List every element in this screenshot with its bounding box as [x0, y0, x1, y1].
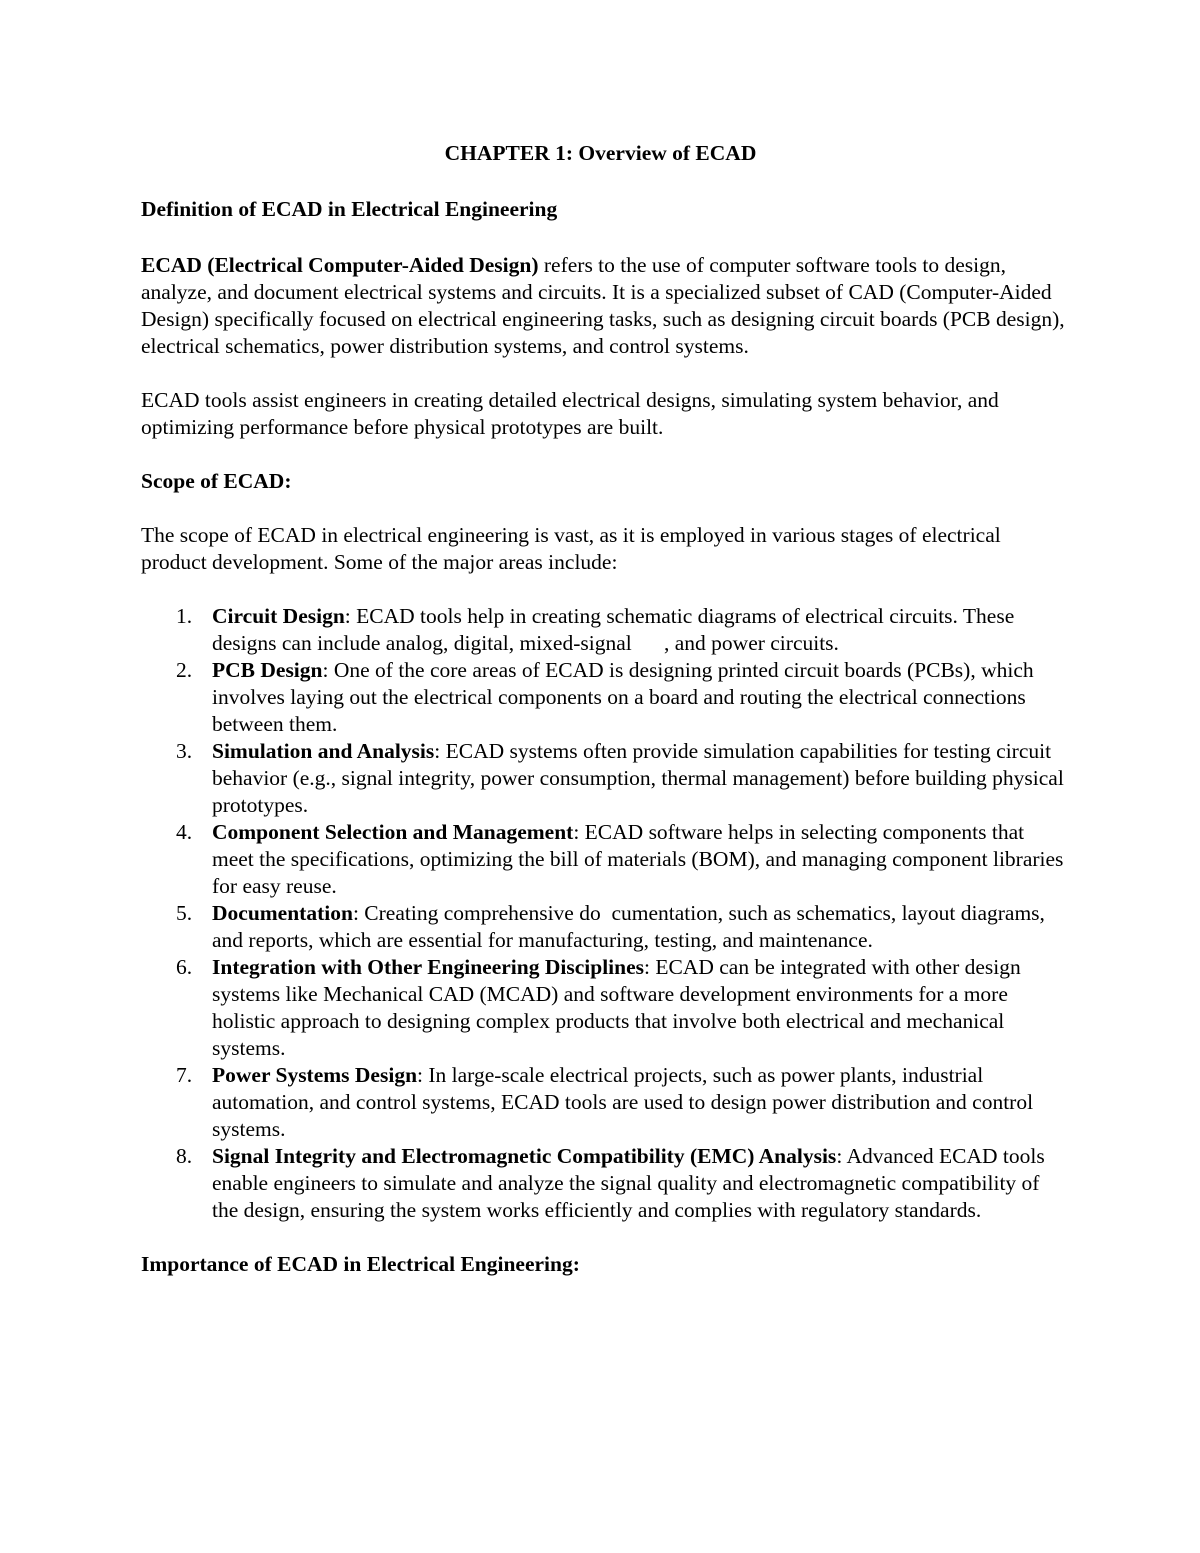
list-item-term: PCB Design [212, 658, 323, 682]
list-item-number: 6. [176, 955, 193, 979]
list-item [141, 738, 1066, 819]
list-item [141, 603, 1066, 657]
list-item-number: 2. [176, 658, 193, 682]
document-page [141, 140, 1066, 1278]
definition-term: ECAD (Electrical Computer-Aided Design) [141, 253, 539, 277]
section-heading-importance: Importance of ECAD in Electrical Engineering: [141, 1252, 580, 1276]
section-heading-scope: Scope of ECAD: [141, 469, 292, 493]
definition-paragraph-2: ECAD tools assist engineers in creating detailed electrical designs, simulating system behavior, and optimizing performance before physical prototypes are built. [141, 388, 999, 439]
list-item [141, 900, 1066, 954]
list-item-term: Documentation [212, 901, 353, 925]
list-item-text: : Advanced ECAD tools enable engineers to simulate and analyze the signal quality and electromagnetic compatibility of the design, ensuring the system works efficiently and complies with regulatory standards. [212, 1144, 1045, 1222]
list-item-term: Component Selection and Management [212, 820, 574, 844]
list-item-term: Power Systems Design [212, 1063, 418, 1087]
list-item-number: 3. [176, 739, 193, 763]
list-item-term: Integration with Other Engineering Disciplines [212, 955, 645, 979]
list-item-text: : One of the core areas of ECAD is designing printed circuit boards (PCBs), which involves laying out the electrical components on a board and routing the electrical connections between them. [212, 658, 1034, 736]
list-item-text: : ECAD can be integrated with other design systems like Mechanical CAD (MCAD) and software development environments for a more holistic approach to designing complex products that involve both electrical and mechanical systems. [212, 955, 1021, 1060]
list-item-number: 1. [176, 604, 193, 628]
list-item-text: : ECAD tools help in creating schematic diagrams of electrical circuits. These designs can include analog, digital, mixed-signal , and power circuits. [212, 604, 1015, 655]
list-item-term: Signal Integrity and Electromagnetic Compatibility (EMC) Analysis [212, 1144, 837, 1168]
chapter-title: CHAPTER 1: Overview of ECAD [444, 141, 757, 165]
list-item-text: : In large-scale electrical projects, such as power plants, industrial automation, and control systems, ECAD tools are used to design power distribution and control systems. [212, 1063, 1034, 1141]
list-item-number: 5. [176, 901, 193, 925]
list-item-term: Circuit Design [212, 604, 345, 628]
list-item-text: : ECAD systems often provide simulation capabilities for testing circuit behavior (e.g., signal integrity, power consumption, thermal management) before building physical prototypes. [212, 739, 1064, 817]
list-item-text: : Creating comprehensive do cumentation, such as schematics, layout diagrams, and reports, which are essential for manufacturing, testing, and maintenance. [212, 901, 1045, 952]
list-item-text: : ECAD software helps in selecting components that meet the specifications, optimizing the bill of materials (BOM), and managing component libraries for easy reuse. [212, 820, 1064, 898]
list-item-term: Simulation and Analysis [212, 739, 435, 763]
list-item [141, 657, 1066, 738]
scope-list [141, 603, 1066, 1224]
list-item-number: 8. [176, 1144, 193, 1168]
list-item [141, 1143, 1066, 1224]
list-item [141, 819, 1066, 900]
list-item-number: 4. [176, 820, 193, 844]
definition-paragraph-1 [141, 252, 1066, 360]
definition-text: refers to the use of computer software tools to design, analyze, and document electrical systems and circuits. It is a specialized subset of CAD (Computer-Aided Design) specifically focused on electrical engineering tasks, such as designing circuit boards (PCB design), electrical schematics, power distribution systems, and control systems. [141, 253, 1065, 358]
list-item [141, 954, 1066, 1062]
list-item-number: 7. [176, 1063, 193, 1087]
list-item [141, 1062, 1066, 1143]
section-heading-definition: Definition of ECAD in Electrical Engineering [141, 197, 558, 221]
scope-intro-paragraph: The scope of ECAD in electrical engineering is vast, as it is employed in various stages of electrical product development. Some of the major areas include: [141, 523, 1001, 574]
